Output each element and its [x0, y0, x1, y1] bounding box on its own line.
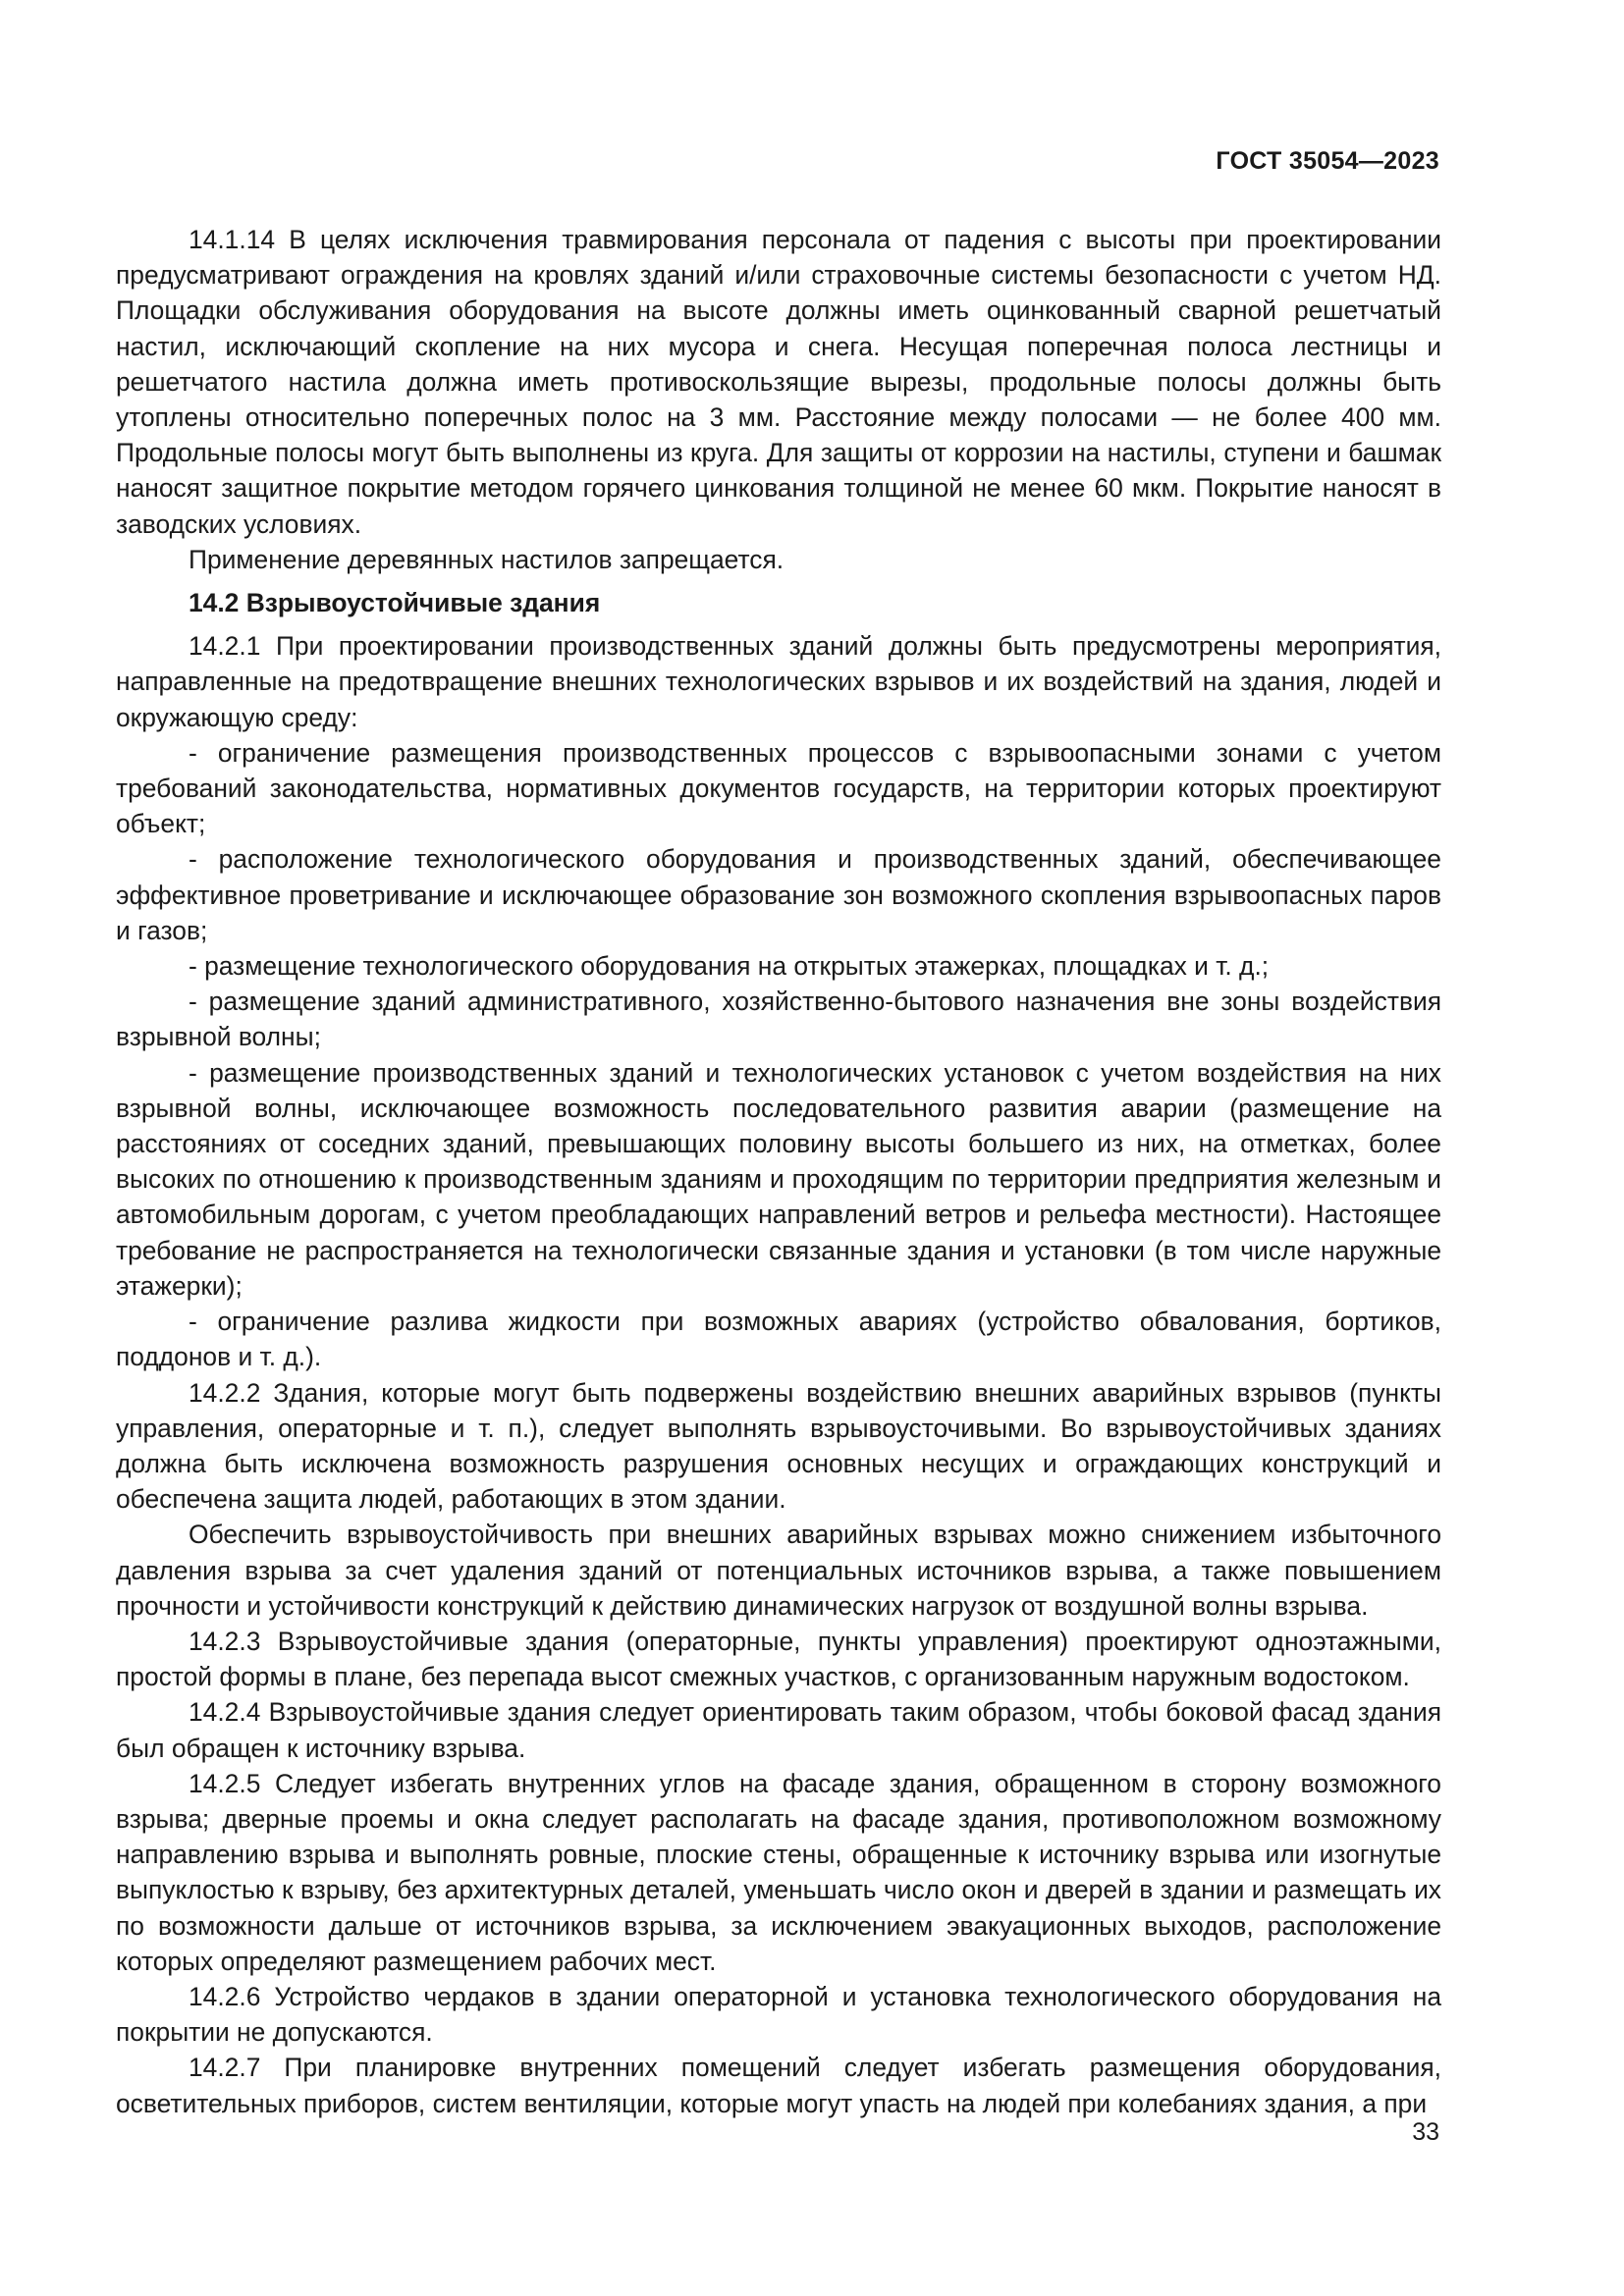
paragraph-14-1-14: 14.1.14 В целях исключения травмирования персонала от падения с высоты при проектировании предусматривают ограждения на кровлях зданий и/или страховочные системы безопасности с учетом НД. Площадки обслуживания оборудования на высоте должны иметь оцинкованный сварной решетчатый настил, исключающий скопление на них мусора и снега. Несущая поперечная полоса лестницы и решетчатого настила должна иметь противоскользящие вырезы, продольные полосы должны быть утоплены относительно поперечных полос на 3 мм. Расстояние между полосами — не более 400 мм. Продольные полосы могут быть выполнены из круга. Для защиты от коррозии на настилы, ступени и башмак наносят защитное покрытие методом горячего цинкования толщиной не менее 60 мкм. Покрытие наносят в заводских условиях. — [116, 225, 1441, 539]
page-number: 33 — [1412, 2118, 1439, 2146]
document-body — [116, 222, 1441, 2121]
paragraph-14-2-5: 14.2.5 Следует избегать внутренних углов на фасаде здания, обращенном в сторону возможного взрыва; дверные проемы и окна следует располагать на фасаде здания, противоположном возможному направлению взрыва и выполнять ровные, плоские стены, обращенные к источнику взрыва или изогнутые выпуклостью к взрыву, без архитектурных деталей, уменьшать число окон и дверей в здании и размещать их по возможности дальше от источников взрыва, за исключением эвакуационных выходов, расположение которых определяют размещением рабочих мест. — [116, 1768, 1441, 1976]
paragraph-14-2-6: 14.2.6 Устройство чердаков в здании операторной и установка технологического оборудования на покрытии не допускаются. — [116, 1981, 1441, 2048]
document-standard-number: ГОСТ 35054—2023 — [1216, 147, 1439, 175]
paragraph-14-2-3: 14.2.3 Взрывоустойчивые здания (операторные, пункты управления) проектируют одноэтажными, простой формы в плане, без перепада высот смежных участков, с организованным наружным водостоком. — [116, 1626, 1441, 1692]
paragraph-14-2-4: 14.2.4 Взрывоустойчивые здания следует ориентировать таким образом, чтобы боковой фасад здания был обращен к источнику взрыва. — [116, 1697, 1441, 1763]
list-item: - расположение технологического оборудования и производственных зданий, обеспечивающее эффективное проветривание и исключающее образование зон возможного скопления взрывоопасных паров и газов; — [116, 844, 1441, 945]
paragraph-14-2-1: 14.2.1 При проектировании производственных зданий должны быть предусмотрены мероприятия, направленные на предотвращение внешних технологических взрывов и их воздействий на здания, людей и окружающую среду: — [116, 631, 1441, 732]
list-item: - ограничение разлива жидкости при возможных авариях (устройство обвалования, бортиков, поддонов и т. д.). — [116, 1307, 1441, 1372]
list-item: - размещение производственных зданий и технологических установок с учетом воздействия на них взрывной волны, исключающее возможность последовательного развития аварии (размещение на расстояниях от соседних зданий, превышающих половину высоты большего из них, на отметках, более высоких по отношению к производственным зданиям и проходящим по территории предприятия железным и автомобильным дорогам, с учетом преобладающих направлений ветров и рельефа местности). Настоящее требование не распространяется на технологически связанные здания и установки (в том числе наружные этажерки); — [116, 1057, 1441, 1301]
paragraph-wooden-decks: Применение деревянных настилов запрещается. — [189, 544, 785, 574]
list-item: - ограничение размещения производственных процессов с взрывоопасными зонами с учетом требований законодательства, нормативных документов государств, на территории которых проектируют объект; — [116, 737, 1441, 839]
section-heading-14-2: 14.2 Взрывоустойчивые здания — [189, 588, 601, 618]
list-item: - размещение зданий административного, хозяйственно-бытового назначения вне зоны воздействия взрывной волны; — [116, 987, 1441, 1052]
paragraph-14-2-2: 14.2.2 Здания, которые могут быть подвержены воздействию внешних аварийных взрывов (пункты управления, операторные и т. п.), следует выполнять взрывоусточивыми. Во взрывоустойчивых зданиях должна быть исключена возможность разрушения основных несущих и ограждающих конструкций и обеспечена защита людей, работающих в этом здании. — [116, 1377, 1441, 1515]
paragraph-blast-resistance: Обеспечить взрывоустойчивость при внешних аварийных взрывах можно снижением избыточного давления взрыва за счет удаления зданий от потенциальных источников взрыва, а также повышением прочности и устойчивости конструкций к действию динамических нагрузок от воздушной волны взрыва. — [116, 1520, 1441, 1621]
list-item: - размещение технологического оборудования на открытых этажерках, площадках и т. д.; — [189, 951, 1270, 982]
paragraph-14-2-7: 14.2.7 При планировке внутренних помещений следует избегать размещения оборудования, осветительных приборов, систем вентиляции, которые могут упасть на людей при колебаниях здания, а при — [116, 2053, 1441, 2118]
